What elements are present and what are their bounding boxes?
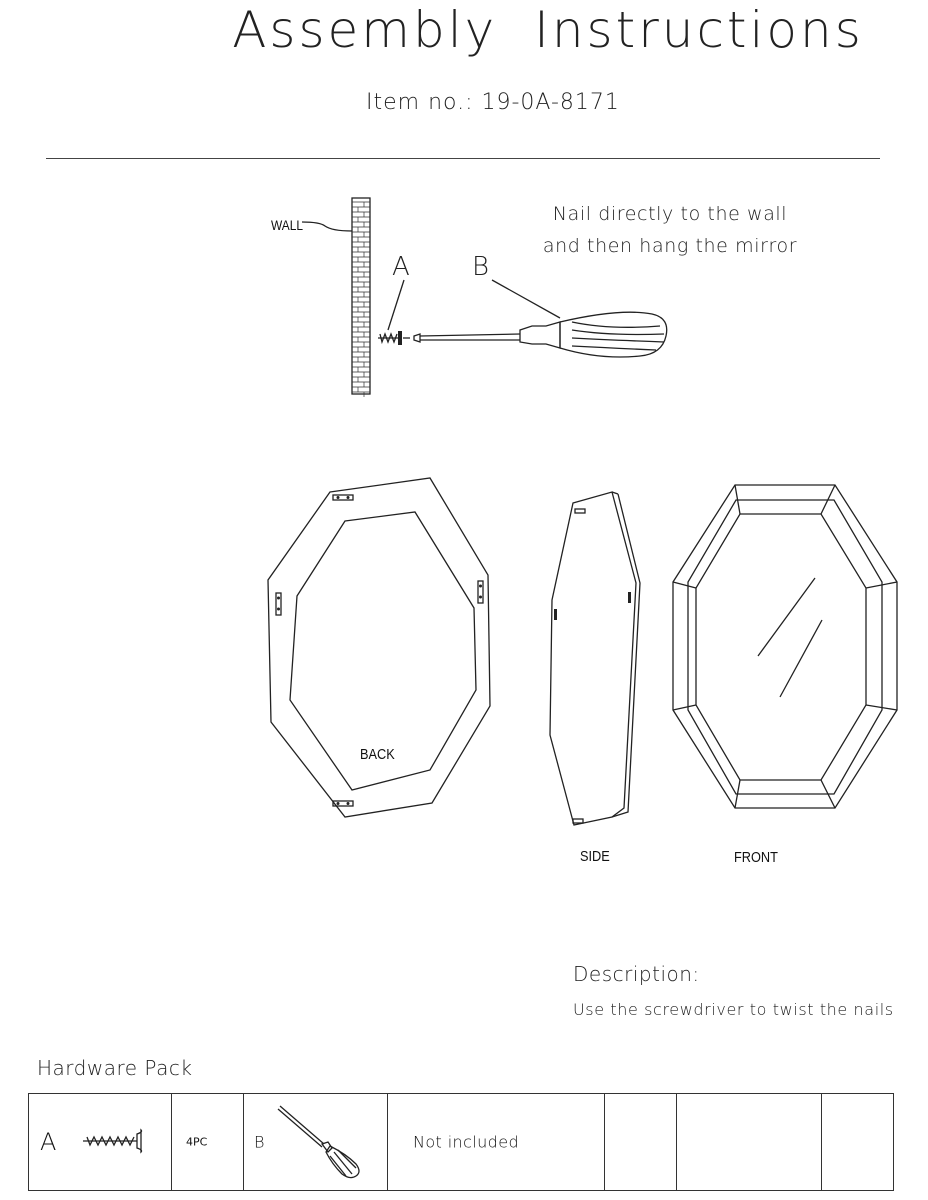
mirror-side-view (550, 492, 640, 825)
mirror-back-view (268, 478, 490, 817)
hardware-qty-a (172, 1094, 244, 1190)
hardware-pack-title: Hardware Pack (37, 1056, 193, 1080)
hardware-label-b: B (254, 1132, 265, 1152)
page-title: Assembly Instructions (232, 1, 864, 59)
screwdriver-icon (414, 312, 667, 357)
label-a: A (392, 252, 410, 282)
leader-b (492, 280, 560, 318)
screwdriver-icon (274, 1102, 364, 1182)
screw-icon (378, 331, 410, 345)
leader-a (388, 280, 404, 330)
hardware-cell-b (244, 1094, 388, 1190)
side-label: SIDE (580, 848, 610, 865)
glass-reflection-1 (758, 578, 815, 656)
wall-label: WALL (271, 217, 303, 233)
hardware-note-text: Not included (413, 1132, 520, 1152)
hanger-left (276, 593, 281, 615)
hardware-table (28, 1093, 894, 1191)
screw-icon (79, 1128, 149, 1154)
hardware-label-a: A (40, 1128, 57, 1156)
hardware-empty-1 (605, 1094, 677, 1190)
wall-icon (352, 198, 370, 397)
wall-leader-line (302, 222, 352, 231)
glass-reflection-2 (780, 620, 822, 697)
hardware-empty-3 (822, 1094, 893, 1190)
hanger-top (333, 495, 353, 500)
mirror-front-view (673, 485, 897, 808)
instruction-line-2: and then hang the mirror (542, 235, 798, 257)
hardware-cell-a (29, 1094, 172, 1190)
hardware-qty-value: 4PC (186, 1135, 208, 1149)
item-number: Item no.: 19-0A-8171 (366, 90, 620, 115)
hardware-empty-2 (677, 1094, 822, 1190)
instruction-line-1: Nail directly to the wall (552, 203, 788, 225)
hanger-right (478, 581, 483, 603)
description-heading: Description: (573, 962, 700, 986)
front-label: FRONT (734, 849, 778, 866)
label-b: B (472, 252, 490, 282)
hardware-note-b (388, 1094, 605, 1190)
description-text: Use the screwdriver to twist the nails (573, 1000, 894, 1019)
back-label: BACK (360, 746, 395, 763)
